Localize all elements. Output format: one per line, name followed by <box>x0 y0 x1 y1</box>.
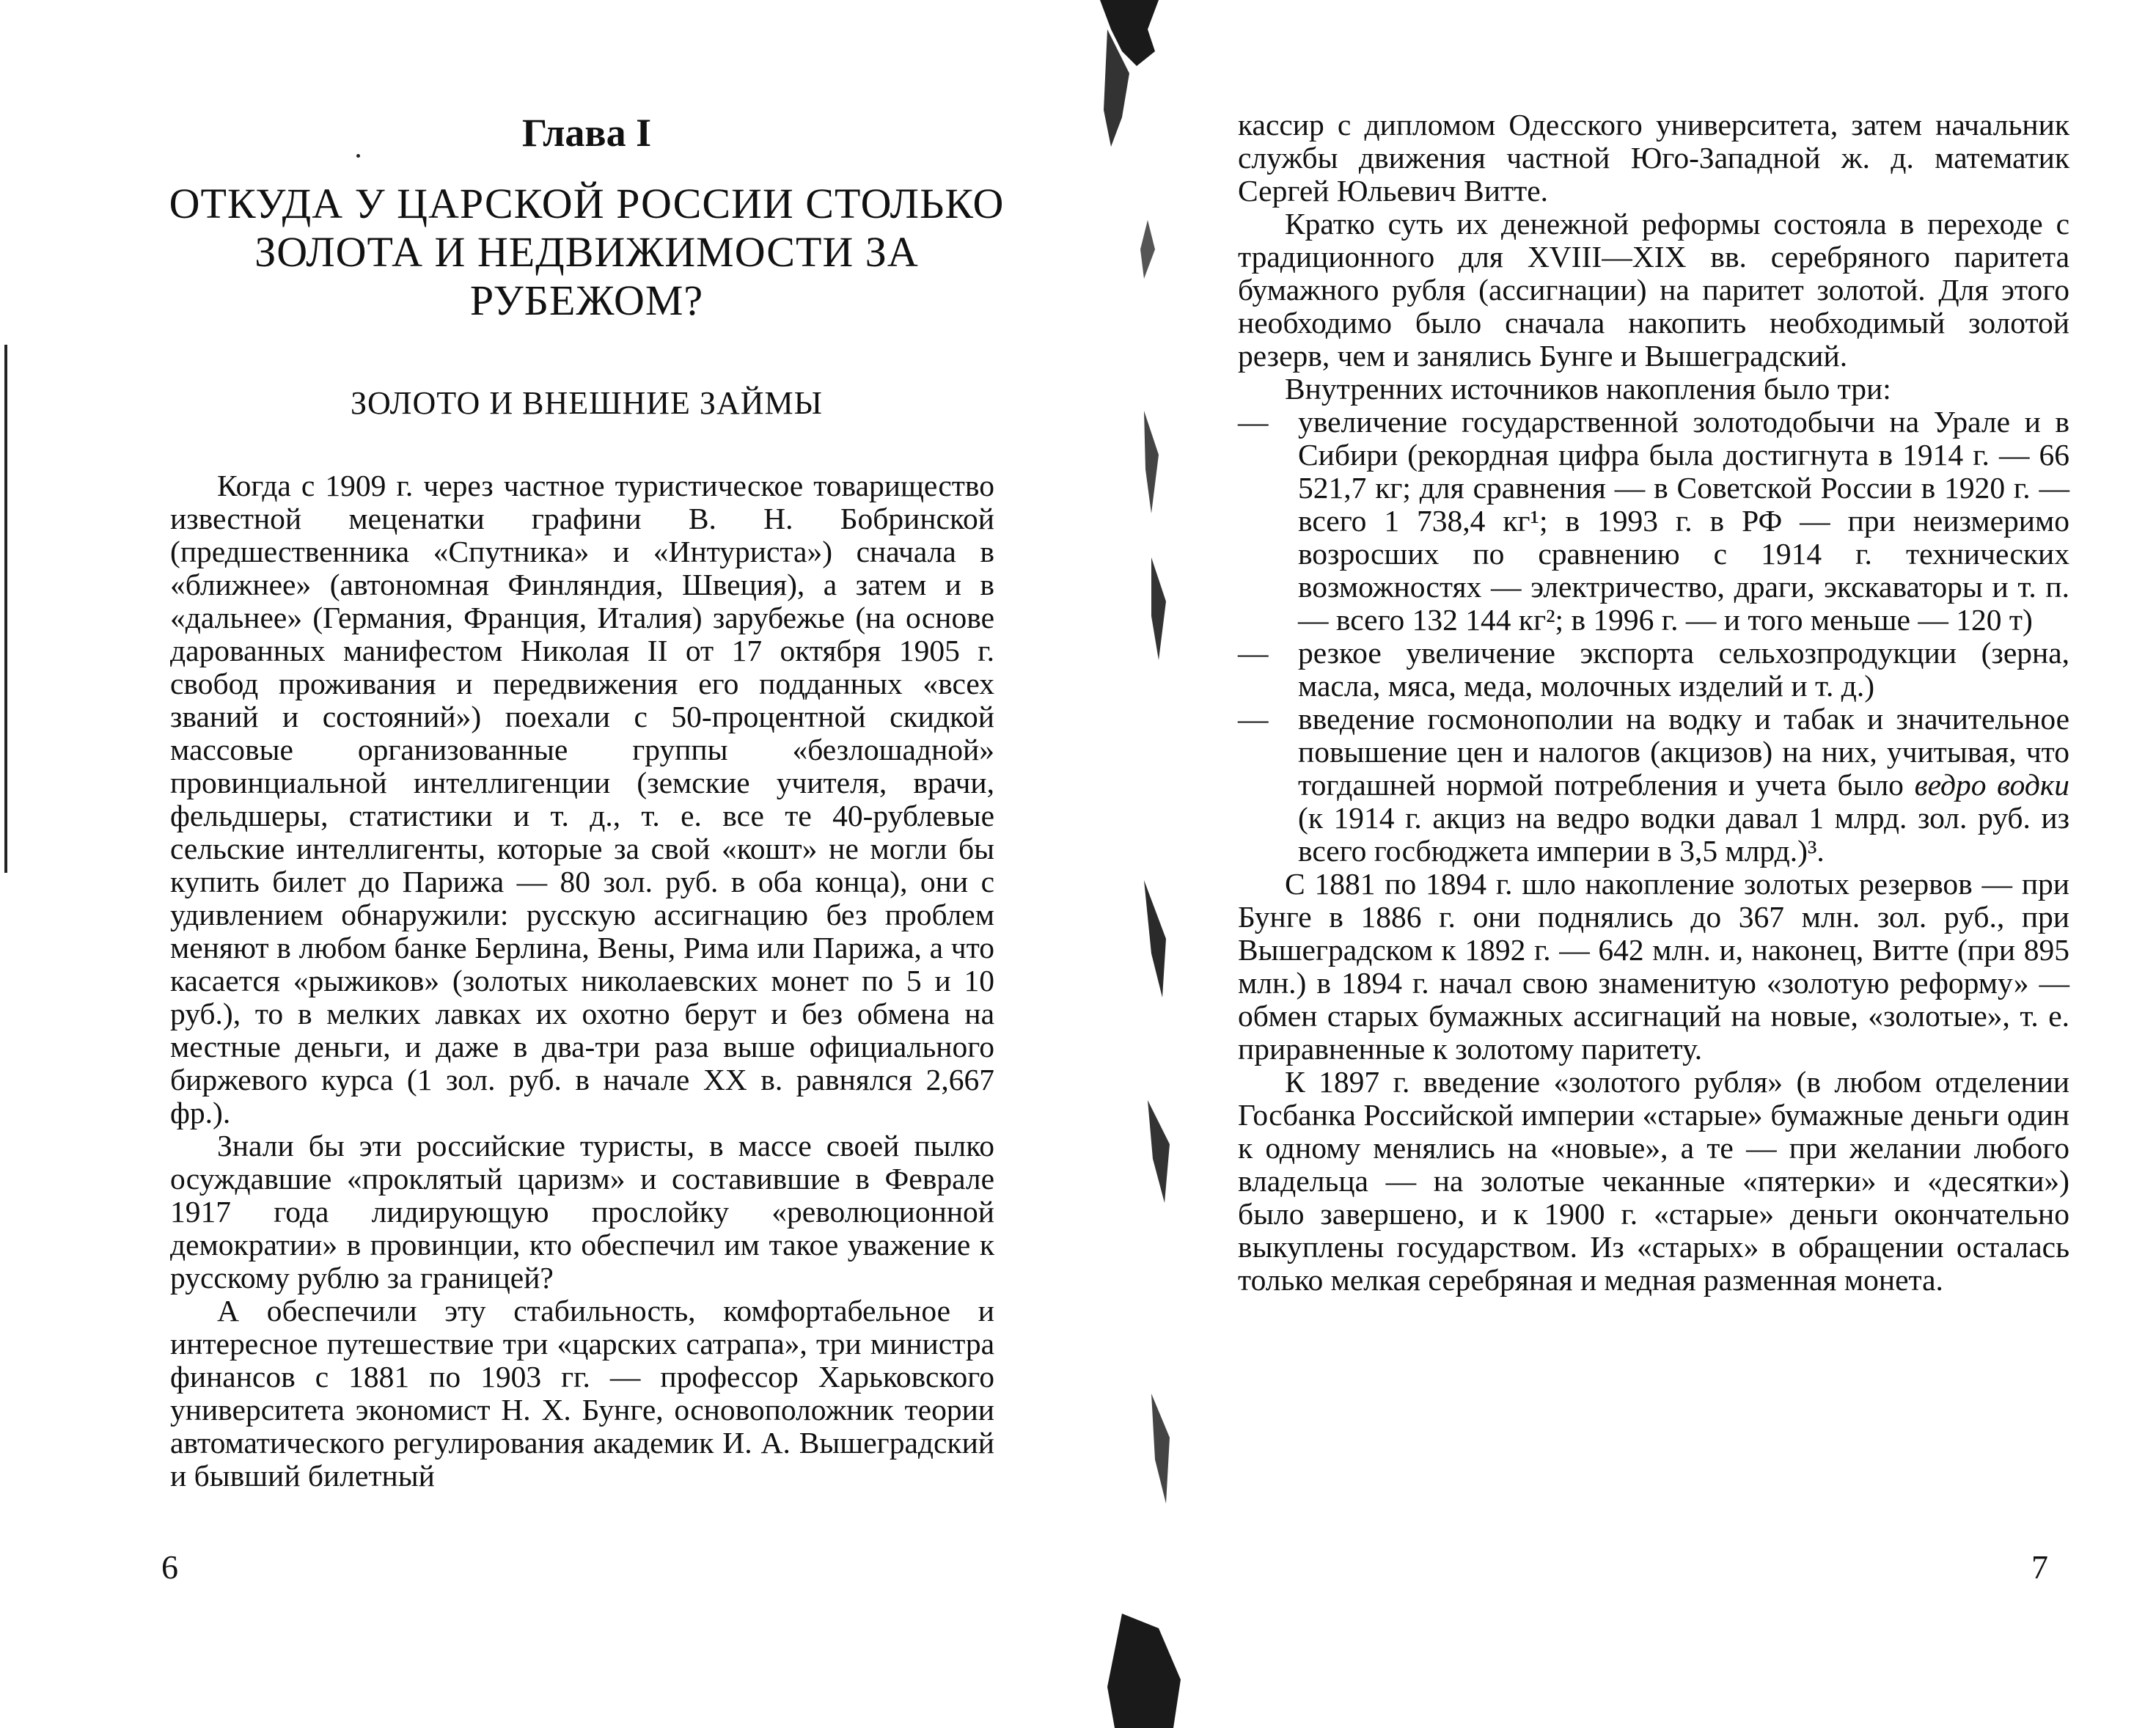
section-title: ЗОЛОТО И ВНЕШНИЕ ЗАЙМЫ <box>351 385 823 421</box>
paragraph: Кратко суть их денежной реформы состояла в переходе с традиционного для XVIII—XIX вв. серебряного паритета бумажного рубля (ассигнации) на паритет золотой. Для этого необходимо было сначала накопить необходимый золотой резерв, чем и занялись Бунге и Вышеградский. <box>1238 207 2069 373</box>
paragraph: К 1897 г. введение «золотого рубля» (в любом отделении Госбанка Российской империи «старые» бумажные деньги один к одному менялись на «новые», а те — при желании любого владельца — на золотые чеканные «пятерки» и «десятки») было завершено, и к 1900 г. «старые» деньги окончательно выкуплены государством. Из «старых» в обращении осталась только мелкая серебряная и медная разменная монета. <box>1238 1065 2069 1297</box>
list-dash: — <box>1238 702 1269 736</box>
paragraph: Знали бы эти российские туристы, в массе своей пылко осуждавшие «проклятый царизм» и составившие в Феврале 1917 года лидирующую прослойку «революционной демократии» в провинции, кто обеспечил им такое уважение к русскому рублю за границей? <box>170 1129 994 1295</box>
list-item-text: увеличение государственной золотодобычи на Урале и в Сибири (рекордная цифра была достигнута в 1914 г. — 66 521,7 кг; для сравнения — в Советской России в 1920 г. — всего 1 738,4 кг¹; в 1993 г. в РФ — при неизмеримо возросших по сравнению с 1914 г. технических возможностях — электричество, драги, экскаваторы и т. п. — всего 132 144 кг²; в 1996 г. — и того меньше — 120 т) <box>1298 405 2069 637</box>
list-item-text: резкое увеличение экспорта сельхозпродукции (зерна, масла, мяса, меда, молочных изделий и т. д.) <box>1298 636 2069 703</box>
page-number: 7 <box>2031 1548 2048 1586</box>
page-number: 6 <box>161 1548 178 1586</box>
paragraph: Когда с 1909 г. через частное туристическое товарищество известной меценатки графини В. Н. Бобринской (предшественника «Спутника» и «Интуриста») сначала в «ближнее» (автономная Финляндия, Швеция), а затем и в «дальнее» (Германия, Франция, Италия) зарубежье (на основе дарованных манифестом Николая II от 17 октября 1905 г. свобод проживания и передвижения его подданных «всех званий и состояний») поехали с 50-процентной скидкой массовые организованные группы «безлошадной» провинциальной интеллигенции (земские учителя, врачи, фельдшеры, статистики и т. д., т. е. все те 40-рублевые сельские интеллигенты, которые за свой «кошт» не могли бы купить билет до Парижа — 80 зол. руб. в оба конца), они с удивлением обнаружили: русскую ассигнацию без проблем меняют в любом банке Берлина, Вены, Рима или Парижа, а что касается «рыжиков» (золотых николаевских монет по 5 и 10 руб.), то в мелких лавках их охотно берут и без обмена на местные деньги, и даже в два-три раза выше официального биржевого курса (1 зол. руб. в начале XX в. равнялся 2,667 фр.). <box>170 469 994 1130</box>
paragraph: А обеспечили эту стабильность, комфортабельное и интересное путешествие три «царских сатрапа», три министра финансов с 1881 по 1903 гг. — профессор Харьковского университета экономист Н. Х. Бунге, основоположник теории автоматического регулирования академик И. А. Вышеградский и бывший билетный <box>170 1294 994 1493</box>
scan-gutter-shadow <box>1078 0 1239 1728</box>
right-body-text <box>1238 109 2069 1297</box>
list-dash: — <box>1238 405 1269 439</box>
left-body-text <box>170 469 994 1493</box>
list-dash: — <box>1238 636 1269 670</box>
chapter-label: Глава I <box>521 111 652 155</box>
paragraph: С 1881 по 1894 г. шло накопление золотых резервов — при Бунге в 1886 г. они поднялись до 367 млн. зол. руб., при Вышеградском к 1892 г. — 642 млн. и, наконец, Витте (при 895 млн.) в 1894 г. начал свою знаменитую «золотую реформу» — обмен старых бумажных ассигнаций на новые, «золотые», т. е. приравненные к золотому паритету. <box>1238 867 2069 1066</box>
dot-mark <box>356 154 360 158</box>
list-item <box>1238 637 2069 703</box>
margin-rule <box>4 345 7 873</box>
list-item-text: введение госмонополии на водку и табак и значительное повышение цен и налогов (акцизов) на них, учитывая, что тогдашней нормой потребления и учета было <box>1298 702 2069 802</box>
list-item <box>1238 406 2069 637</box>
right-page <box>1078 0 2156 1728</box>
list-item <box>1238 703 2069 868</box>
chapter-title: ОТКУДА У ЦАРСКОЙ РОССИИ СТОЛЬКО ЗОЛОТА И НЕДВИЖИМОСТИ ЗА РУБЕЖОМ? <box>169 180 1005 324</box>
paragraph: кассир с дипломом Одесского университета, затем начальник службы движения частной Юго-Западной ж. д. математик Сергей Юльевич Витте. <box>1238 108 2069 208</box>
paragraph: Внутренних источников накопления было три: <box>1285 372 1891 406</box>
list-item-text: (к 1914 г. акциз на ведро водки давал 1 млрд. зол. руб. из всего госбюджета империи в 3,5 млрд.)³. <box>1298 801 2069 868</box>
italic-phrase: ведро водки <box>1914 768 2069 802</box>
